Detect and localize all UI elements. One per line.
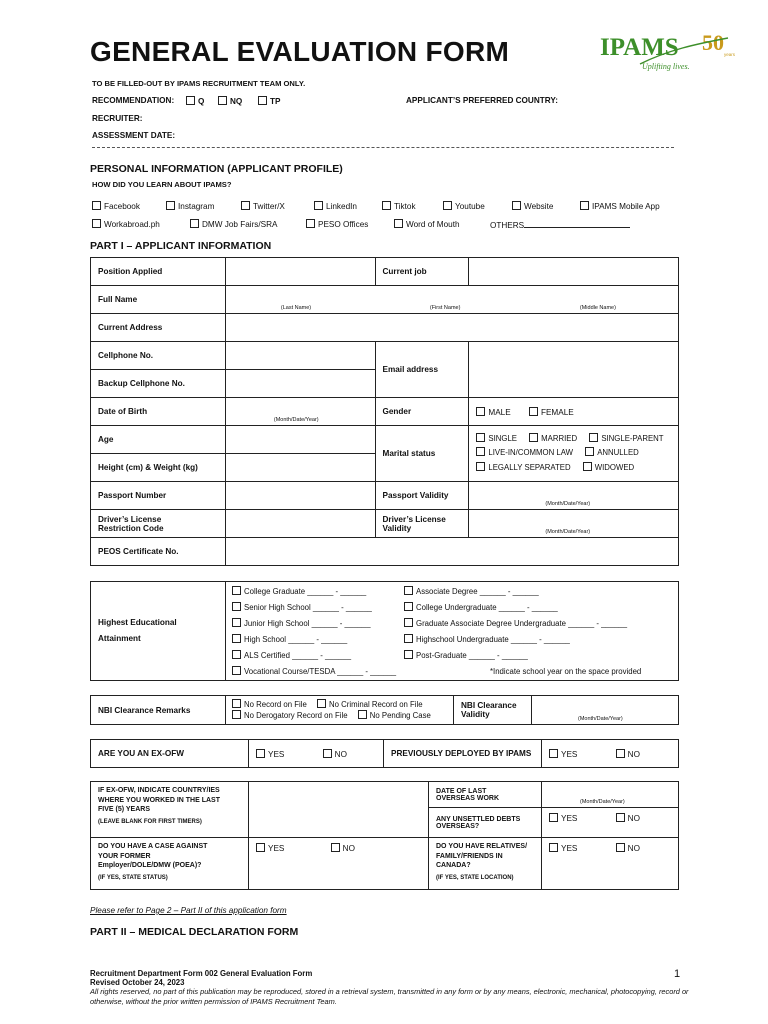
learn-question: HOW DID YOU LEARN ABOUT IPAMS? [92, 180, 232, 189]
intro-note: TO BE FILLED-OUT BY IPAMS RECRUITMENT TEAM ONLY. [92, 79, 306, 88]
height-weight-input[interactable] [225, 454, 375, 482]
edu-post-graduate[interactable]: Post-Graduate ______ - ______ [404, 648, 627, 664]
cellphone-label: Cellphone No. [91, 342, 226, 370]
checkbox-icon [241, 201, 250, 210]
recruiter-label: RECRUITER: [92, 114, 143, 123]
part2-heading: PART II – MEDICAL DECLARATION FORM [90, 926, 299, 938]
logo-years-sub: years [724, 52, 736, 57]
countries-input[interactable] [249, 782, 429, 838]
marital-married[interactable]: MARRIED [529, 434, 577, 443]
checkbox-icon [589, 433, 598, 442]
email-label: Email address [375, 342, 469, 398]
marital-annulled[interactable]: ANNULLED [585, 448, 639, 457]
checkbox-icon [190, 219, 199, 228]
nbi-validity-input[interactable] [532, 696, 679, 725]
checkbox-icon [382, 201, 391, 210]
checkbox-icon [331, 843, 340, 852]
checkbox-icon [529, 407, 538, 416]
checkbox-icon [549, 749, 558, 758]
countries-note: (LEAVE BLANK FOR FIRST TIMERS) [98, 818, 202, 825]
checkbox-icon [583, 462, 592, 471]
passport-validity-label: Passport Validity [375, 482, 469, 510]
debts-no[interactable]: NO [616, 814, 640, 823]
checkbox-icon [232, 586, 241, 595]
nbi-options [226, 696, 454, 725]
checkbox-icon [580, 201, 589, 210]
case-label: DO YOU HAVE A CASE AGAINST YOUR FORMER Employer/DOLE/DMW (POEA)? [98, 843, 208, 869]
checkbox-icon [404, 618, 413, 627]
edu-associate-degree[interactable]: Associate Degree ______ - ______ [404, 584, 627, 600]
checkbox-icon [256, 749, 265, 758]
checkbox-icon [443, 201, 452, 210]
countries-label-cell [91, 782, 249, 838]
preferred-country-label: APPLICANT’S PREFERRED COUNTRY: [406, 96, 558, 105]
checkbox-icon [358, 710, 367, 719]
checkbox-icon [186, 96, 195, 105]
countries-label: IF EX-OFW, INDICATE COUNTRY/IES WHERE YOU WORKED IN THE LAST FIVE (5) YEARS [98, 787, 220, 813]
case-label-cell [91, 838, 249, 890]
height-weight-label: Height (cm) & Weight (kg) [91, 454, 226, 482]
checkbox-icon [394, 219, 403, 228]
marital-status-label: Marital status [375, 426, 469, 482]
education-table [90, 581, 679, 681]
source-peso-offices[interactable]: PESO Offices [306, 219, 368, 229]
relatives-label-cell [429, 838, 542, 890]
full-name-label: Full Name [91, 286, 226, 314]
rec-option-tp[interactable]: TP [258, 96, 280, 106]
checkbox-icon [585, 447, 594, 456]
nbi-validity-label: NBI Clearance Validity [454, 696, 532, 725]
checkbox-icon [232, 699, 241, 708]
edu-college-graduate[interactable]: College Graduate ______ - ______ [232, 584, 396, 600]
source-facebook[interactable]: Facebook [92, 201, 140, 211]
ipams-logo [600, 30, 740, 72]
source-mobile-app[interactable]: IPAMS Mobile App [580, 201, 660, 211]
refer-note[interactable]: Please refer to Page 2 – Part II of this application form [90, 906, 287, 915]
marital-live-in[interactable]: LIVE-IN/COMMON LAW [476, 448, 573, 457]
relatives-options [542, 838, 679, 890]
checkbox-icon [616, 813, 625, 822]
ofw-table [90, 739, 679, 768]
source-others[interactable]: OTHERS [490, 219, 630, 230]
checkbox-icon [549, 813, 558, 822]
source-linkedin[interactable]: LinkedIn [314, 201, 357, 211]
checkbox-icon [92, 219, 101, 228]
last-overseas-hint: (Month/Date/Year) [580, 799, 625, 805]
dob-input[interactable] [225, 398, 375, 426]
relatives-note: (IF YES, STATE LOCATION) [436, 874, 514, 881]
footer-revised: Revised October 24, 2023 [90, 978, 185, 987]
case-no[interactable]: NO [331, 844, 355, 853]
cellphone-input[interactable] [225, 342, 375, 370]
first-name-hint: (First Name) [429, 305, 461, 311]
marital-single[interactable]: SINGLE [476, 434, 517, 443]
prev-deployed-label: PREVIOUSLY DEPLOYED BY IPAMS [384, 740, 542, 768]
passport-input[interactable] [225, 482, 375, 510]
checkbox-icon [232, 634, 241, 643]
checkbox-icon [256, 843, 265, 852]
checkbox-icon [218, 96, 227, 105]
license-input[interactable] [225, 510, 375, 538]
case-note: (IF YES, STATE STATUS) [98, 874, 168, 881]
license-validity-label: Driver’s License Validity [375, 510, 469, 538]
footer-form-name: Recruitment Department Form 002 General Evaluation Form [90, 969, 313, 978]
current-job-label: Current job [375, 258, 469, 286]
checkbox-icon [404, 586, 413, 595]
checkbox-icon [258, 96, 267, 105]
last-overseas-label: DATE OF LAST OVERSEAS WORK [429, 782, 542, 808]
position-applied-label: Position Applied [91, 258, 226, 286]
edu-senior-high[interactable]: Senior High School ______ - ______ [232, 600, 396, 616]
checkbox-icon [404, 634, 413, 643]
marital-legally-separated[interactable]: LEGALLY SEPARATED [476, 463, 570, 472]
position-applied-input[interactable] [225, 258, 375, 286]
relatives-label: DO YOU HAVE RELATIVES/ FAMILY/FRIENDS IN CANADA? [436, 843, 528, 869]
checkbox-icon [476, 407, 485, 416]
checkbox-icon [549, 843, 558, 852]
edu-als-certified[interactable]: ALS Certified ______ - ______ [232, 648, 396, 664]
debts-yes[interactable]: YES [549, 814, 577, 823]
prev-deployed-yes[interactable]: YES [549, 750, 577, 759]
checkbox-icon [476, 447, 485, 456]
age-label: Age [91, 426, 226, 454]
case-options [249, 838, 429, 890]
checkbox-icon [232, 710, 241, 719]
license-validity-hint: (Month/Date/Year) [545, 529, 591, 535]
nbi-table [90, 695, 679, 725]
marital-single-parent[interactable]: SINGLE-PARENT [589, 434, 663, 443]
gender-male[interactable]: MALE [476, 408, 510, 417]
rec-option-q[interactable]: Q [186, 96, 204, 106]
logo-years: 50 [702, 30, 724, 55]
passport-validity-input[interactable] [469, 482, 679, 510]
logo-text: IPAMS [600, 34, 679, 61]
nbi-no-derogatory[interactable]: No Derogatory Record on File [232, 711, 348, 720]
divider [92, 147, 674, 148]
passport-label: Passport Number [91, 482, 226, 510]
applicant-info-table [90, 257, 679, 566]
source-twitter[interactable]: Twitter/X [241, 201, 285, 211]
checkbox-icon [166, 201, 175, 210]
overseas-table [90, 781, 679, 890]
checkbox-icon [512, 201, 521, 210]
edu-college-undergraduate[interactable]: College Undergraduate ______ - ______ [404, 600, 627, 616]
license-validity-input[interactable] [469, 510, 679, 538]
nbi-no-record[interactable]: No Record on File [232, 700, 307, 709]
peos-input[interactable] [225, 538, 678, 566]
source-dmw-job-fairs[interactable]: DMW Job Fairs/SRA [190, 219, 278, 229]
edu-high-school[interactable]: High School ______ - ______ [232, 632, 396, 648]
gender-options [469, 398, 679, 426]
peos-label: PEOS Certificate No. [91, 538, 226, 566]
checkbox-icon [404, 650, 413, 659]
education-label: Highest Educational Attainment [91, 582, 226, 681]
checkbox-icon [476, 433, 485, 442]
nbi-no-criminal[interactable]: No Criminal Record on File [317, 700, 423, 709]
backup-cellphone-label: Backup Cellphone No. [91, 370, 226, 398]
full-name-input[interactable] [225, 286, 678, 314]
checkbox-icon [616, 749, 625, 758]
edu-vocational[interactable]: Vocational Course/TESDA ______ - ______ [232, 664, 396, 680]
dob-hint: (Month/Date/Year) [273, 417, 319, 423]
gender-label: Gender [375, 398, 469, 426]
ex-ofw-options [249, 740, 384, 768]
email-input[interactable] [469, 342, 679, 398]
nbi-label: NBI Clearance Remarks [91, 696, 226, 725]
others-line[interactable] [524, 219, 630, 228]
relatives-yes[interactable]: YES [549, 844, 577, 853]
source-tiktok[interactable]: Tiktok [382, 201, 416, 211]
checkbox-icon [232, 650, 241, 659]
page-title: GENERAL EVALUATION FORM [90, 36, 510, 67]
page-number: 1 [674, 968, 681, 980]
prev-deployed-no[interactable]: NO [616, 750, 640, 759]
source-instagram[interactable]: Instagram [166, 201, 214, 211]
last-name-hint: (Last Name) [280, 305, 312, 311]
prev-deployed-options [542, 740, 679, 768]
checkbox-icon [317, 699, 326, 708]
debts-options [542, 808, 679, 838]
education-note: *Indicate school year on the space provided [490, 667, 642, 676]
checkbox-icon [616, 843, 625, 852]
checkbox-icon [404, 602, 413, 611]
recommendation-label: RECOMMENDATION: [92, 96, 175, 105]
rec-option-nq[interactable]: NQ [218, 96, 242, 106]
source-word-of-mouth[interactable]: Word of Mouth [394, 219, 460, 229]
logo-tagline: Uplifting lives. [642, 62, 690, 71]
last-overseas-input[interactable] [542, 782, 679, 808]
checkbox-icon [476, 462, 485, 471]
checkbox-icon [232, 602, 241, 611]
footer-rights: All rights reserved, no part of this publication may be reproduced, stored in a retrieval system, transmitted in any form or by any means, electronic, mechanical, photocopying, record or otherwise, without the prior written permission of IPAMS Recruitment Team. [90, 987, 689, 1006]
ex-ofw-yes[interactable]: YES [256, 750, 284, 759]
backup-cellphone-input[interactable] [225, 370, 375, 398]
checkbox-icon [232, 666, 241, 675]
case-yes[interactable]: YES [256, 844, 284, 853]
checkbox-icon [92, 201, 101, 210]
license-label: Driver’s License Restriction Code [91, 510, 226, 538]
edu-graduate-associate[interactable]: Graduate Associate Degree Undergraduate ______ - ______ [404, 616, 627, 632]
passport-validity-hint: (Month/Date/Year) [545, 501, 591, 507]
marital-widowed[interactable]: WIDOWED [583, 463, 634, 472]
personal-info-heading: PERSONAL INFORMATION (APPLICANT PROFILE) [90, 163, 343, 175]
checkbox-icon [232, 618, 241, 627]
checkbox-icon [323, 749, 332, 758]
edu-junior-high[interactable]: Junior High School ______ - ______ [232, 616, 396, 632]
current-address-input[interactable] [225, 314, 678, 342]
checkbox-icon [529, 433, 538, 442]
current-address-label: Current Address [91, 314, 226, 342]
ex-ofw-label: ARE YOU AN EX-OFW [91, 740, 249, 768]
source-website[interactable]: Website [512, 201, 553, 211]
marital-options [469, 426, 679, 482]
nbi-no-pending[interactable]: No Pending Case [358, 711, 431, 720]
relatives-no[interactable]: NO [616, 844, 640, 853]
gender-female[interactable]: FEMALE [529, 408, 574, 417]
source-youtube[interactable]: Youtube [443, 201, 485, 211]
middle-name-hint: (Middle Name) [579, 305, 616, 311]
edu-highschool-undergraduate[interactable]: Highschool Undergraduate ______ - ______ [404, 632, 627, 648]
assessment-date-label: ASSESSMENT DATE: [92, 131, 176, 140]
debts-label: ANY UNSETTLED DEBTS OVERSEAS? [429, 808, 542, 838]
current-job-input[interactable] [469, 258, 679, 286]
education-options [226, 582, 679, 681]
age-input[interactable] [225, 426, 375, 454]
part1-heading: PART I – APPLICANT INFORMATION [90, 240, 272, 252]
checkbox-icon [306, 219, 315, 228]
source-workabroad[interactable]: Workabroad.ph [92, 219, 160, 229]
nbi-validity-hint: (Month/Date/Year) [578, 716, 623, 722]
checkbox-icon [314, 201, 323, 210]
ex-ofw-no[interactable]: NO [323, 750, 347, 759]
dob-label: Date of Birth [91, 398, 226, 426]
